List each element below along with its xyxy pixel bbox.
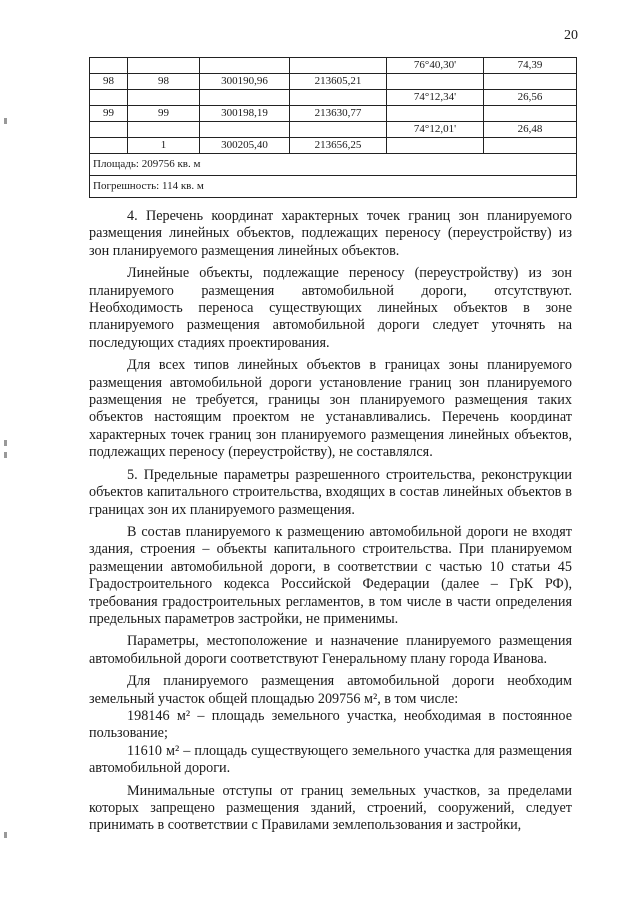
table-cell: 26,56: [484, 90, 577, 106]
table-cell: 1: [128, 138, 200, 154]
table-cell: 26,48: [484, 122, 577, 138]
body-text: [89, 208, 572, 835]
table-cell: [90, 58, 128, 74]
paragraph-parameters: Параметры, местоположение и назначение планируемого размещения автомобильной дороги соответствуют Генеральному плану города Иванова.: [89, 633, 572, 667]
table-cell: 300198,19: [200, 106, 290, 122]
table-cell: 98: [90, 74, 128, 90]
table-cell: [484, 106, 577, 122]
paragraph-section-4: 4. Перечень координат характерных точек границ зон планируемого размещения линейных объектов, подлежащих переносу (переустройству) из зон планируемого размещения линейных объектов.: [89, 208, 572, 259]
table-cell: [387, 74, 484, 90]
table-cell: [90, 138, 128, 154]
table-cell: 74°12,01': [387, 122, 484, 138]
margin-mark: [4, 832, 7, 838]
coordinates-table-body: [90, 58, 577, 154]
margin-mark: [4, 452, 7, 458]
table-cell: [200, 90, 290, 106]
table-cell: 213630,77: [290, 106, 387, 122]
paragraph-linear-objects: Линейные объекты, подлежащие переносу (переустройству) из зон планируемого размещения автомобильной дороги, отсутствуют. Необходимость переноса существующих линейных объектов в зоне планируемого размещения автомобильной дороги следует уточнять на последующих стадиях проектирования.: [89, 265, 572, 351]
table-row: [90, 106, 577, 122]
table-cell: [484, 74, 577, 90]
table-row: [90, 122, 577, 138]
error-cell: Погрешность: 114 кв. м: [90, 176, 577, 198]
table-cell: [200, 58, 290, 74]
table-cell: 74°12,34': [387, 90, 484, 106]
coordinates-table: [89, 57, 577, 198]
table-cell: [90, 90, 128, 106]
table-row: [90, 74, 577, 90]
paragraph-all-types: Для всех типов линейных объектов в границах зоны планируемого размещения автомобильной дороги установление границ зон планируемого размещения не требуется, границы зон планируемого размещения таких объектов настоящим проектом не устанавливались. Перечень координат характерных точек границ зон планируемого размещения линейных объектов, подлежащих переносу (переустройству), не составлялся.: [89, 357, 572, 461]
table-cell: [484, 138, 577, 154]
area-row: [90, 154, 577, 176]
page-number: 20: [564, 28, 578, 43]
margin-mark: [4, 118, 7, 124]
table-cell: [387, 106, 484, 122]
table-row: [90, 90, 577, 106]
table-cell: [128, 90, 200, 106]
table-cell: 76°40,30': [387, 58, 484, 74]
table-cell: 213656,25: [290, 138, 387, 154]
table-cell: 99: [128, 106, 200, 122]
margin-mark: [4, 440, 7, 446]
table-cell: [128, 58, 200, 74]
table-row: [90, 58, 577, 74]
table-cell: [290, 58, 387, 74]
table-cell: 300205,40: [200, 138, 290, 154]
paragraph-setbacks: Минимальные отступы от границ земельных участков, за пределами которых запрещено размещения зданий, строений, сооружений, следует принимать в соответствии с Правилами землепользования и застройки,: [89, 782, 572, 834]
table-cell: [200, 122, 290, 138]
table-cell: [387, 138, 484, 154]
paragraph-area-permanent: 198146 м² – площадь земельного участка, необходимая в постоянное пользование;: [89, 707, 572, 742]
table-cell: [290, 90, 387, 106]
table-cell: 98: [128, 74, 200, 90]
area-cell: Площадь: 209756 кв. м: [90, 154, 577, 176]
paragraph-section-5: 5. Предельные параметры разрешенного строительства, реконструкции объектов капитального строительства, входящих в состав линейных объектов в границах зон их планируемого размещения.: [89, 466, 572, 518]
binding-margin-marks: [0, 0, 20, 905]
table-cell: 74,39: [484, 58, 577, 74]
error-row: [90, 176, 577, 198]
table-cell: [90, 122, 128, 138]
table-row: [90, 138, 577, 154]
table-cell: 300190,96: [200, 74, 290, 90]
table-cell: [128, 122, 200, 138]
table-cell: 213605,21: [290, 74, 387, 90]
table-cell: [290, 122, 387, 138]
paragraph-area-existing: 11610 м² – площадь существующего земельного участка для размещения автомобильной дороги.: [89, 742, 572, 777]
table-cell: 99: [90, 106, 128, 122]
paragraph-composition: В состав планируемого к размещению автомобильной дороги не входят здания, строения – объекты капитального строительства. При планируемом размещении автомобильной дороги, в соответствии с частью 10 статьи 45 Градостроительного кодекса Российской Федерации (далее – ГрК РФ), требования градостроительных регламентов, в том числе в части определения предельных параметров застройки, не применимы.: [89, 523, 572, 627]
paragraph-land-plot: Для планируемого размещения автомобильной дороги необходим земельный участок общей площадью 209756 м², в том числе:: [89, 673, 572, 707]
